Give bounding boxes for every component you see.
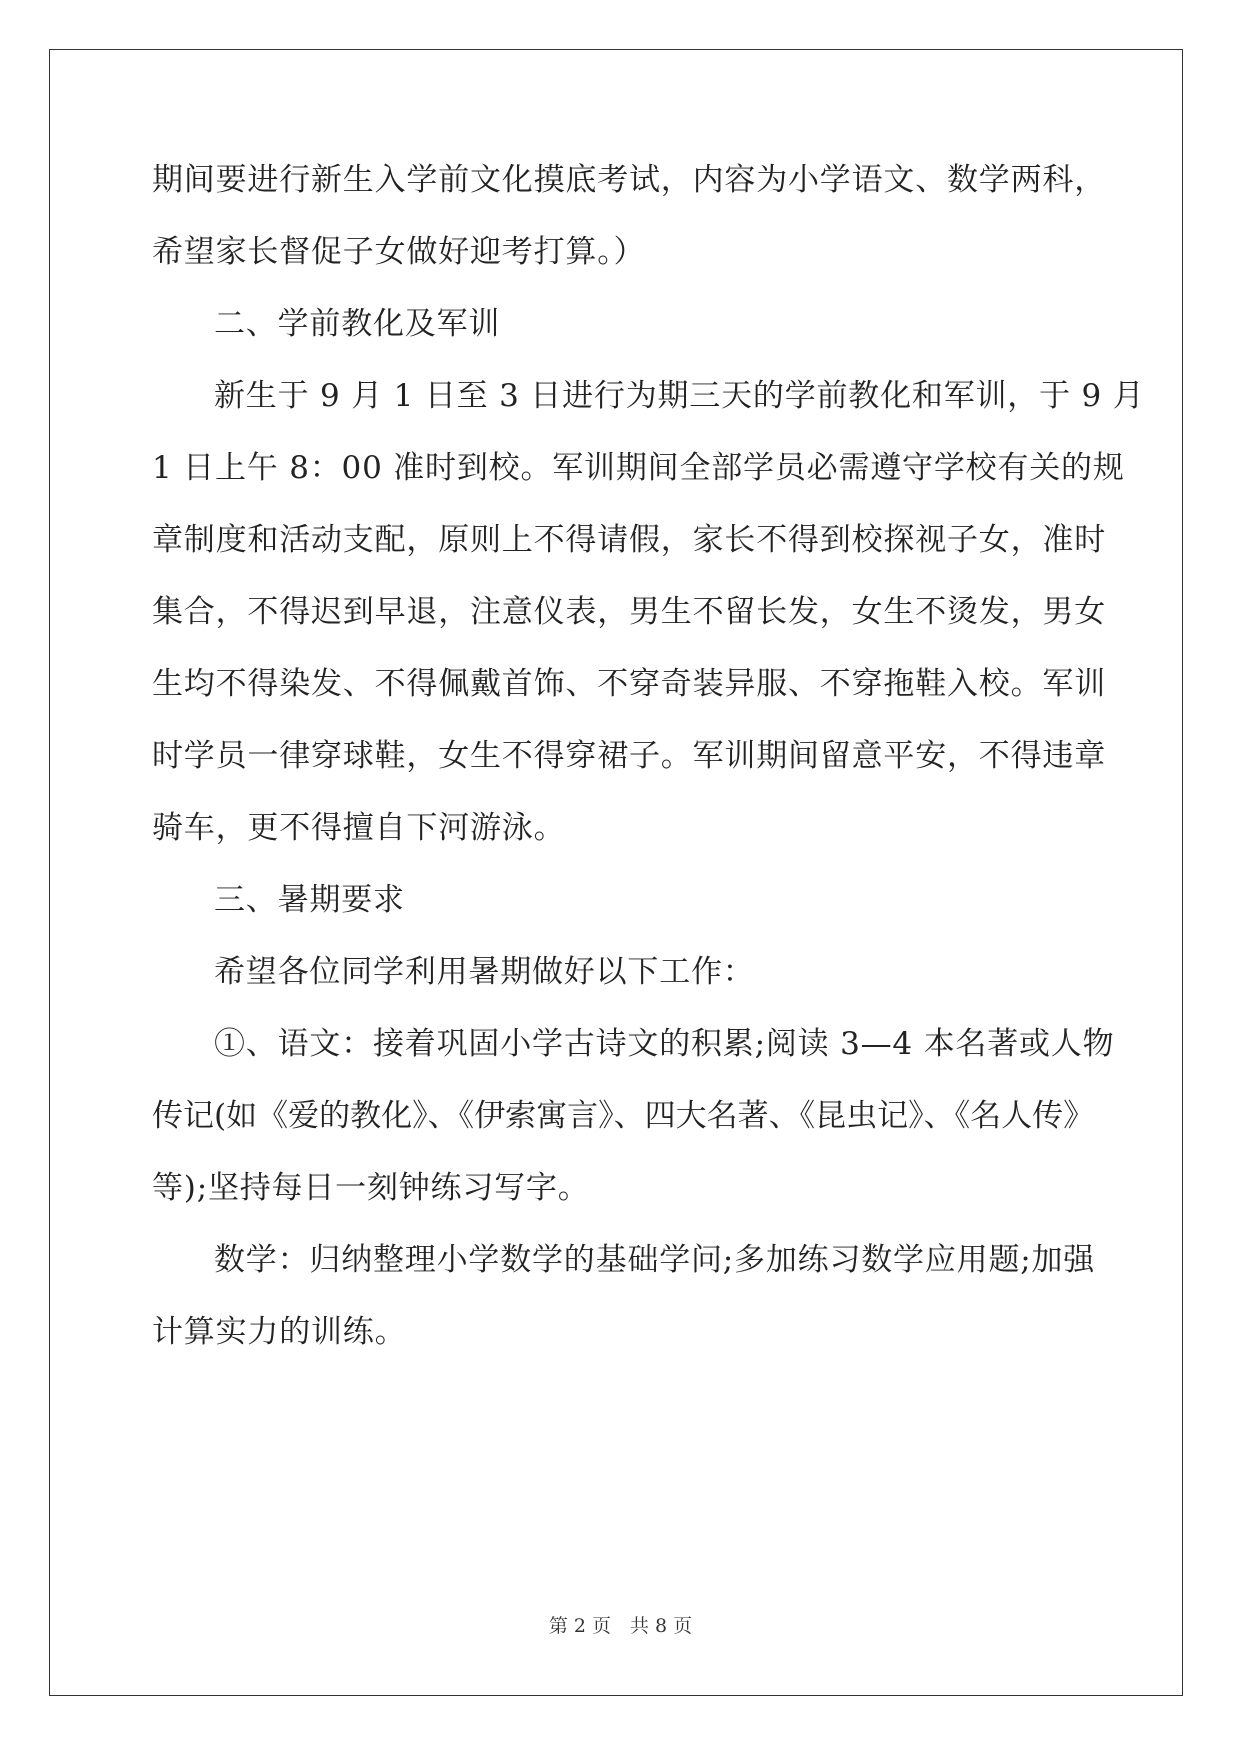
paragraph-line: 期间要进行新生入学前文化摸底考试，内容为小学语文、数学两科， [152,162,1106,198]
paragraph-line: 等);坚持每日一刻钟练习写字。 [152,1170,590,1206]
paragraph-line: 计算实力的训练。 [152,1314,407,1350]
paragraph-line: 时学员一律穿球鞋，女生不得穿裙子。军训期间留意平安，不得违章 [152,738,1106,774]
paragraph-line: 数学：归纳整理小学数学的基础学问;多加练习数学应用题;加强 [214,1242,1096,1278]
paragraph-line: 新生于 9 月 1 日至 3 日进行为期三天的学前教化和军训，于 9 月 [214,378,1145,414]
paragraph-line: ①、语文：接着巩固小学古诗文的积累;阅读 3—4 本名著或人物 [214,1026,1115,1062]
section-heading: 三、暑期要求 [214,882,405,918]
paragraph-line: 1 日上午 8：00 准时到校。军训期间全部学员必需遵守学校有关的规 [152,450,1125,486]
page-border [49,49,1183,1696]
section-heading: 二、学前教化及军训 [214,306,501,342]
paragraph-line: 骑车，更不得擅自下河游泳。 [152,810,566,846]
paragraph-line: 传记(如《爱的教化》、《伊索寓言》、四大名著、《昆虫记》、《名人传》 [152,1098,1095,1134]
paragraph-line: 集合，不得迟到早退，注意仪表，男生不留长发，女生不烫发，男女 [152,594,1106,630]
page-number-footer: 第 2 页 共 8 页 [548,1615,693,1637]
paragraph-line: 生均不得染发、不得佩戴首饰、不穿奇装异服、不穿拖鞋入校。军训 [152,666,1106,702]
paragraph-line: 希望家长督促子女做好迎考打算。） [152,234,646,270]
paragraph-line: 希望各位同学利用暑期做好以下工作： [214,954,755,990]
paragraph-line: 章制度和活动支配，原则上不得请假，家长不得到校探视子女，准时 [152,522,1106,558]
